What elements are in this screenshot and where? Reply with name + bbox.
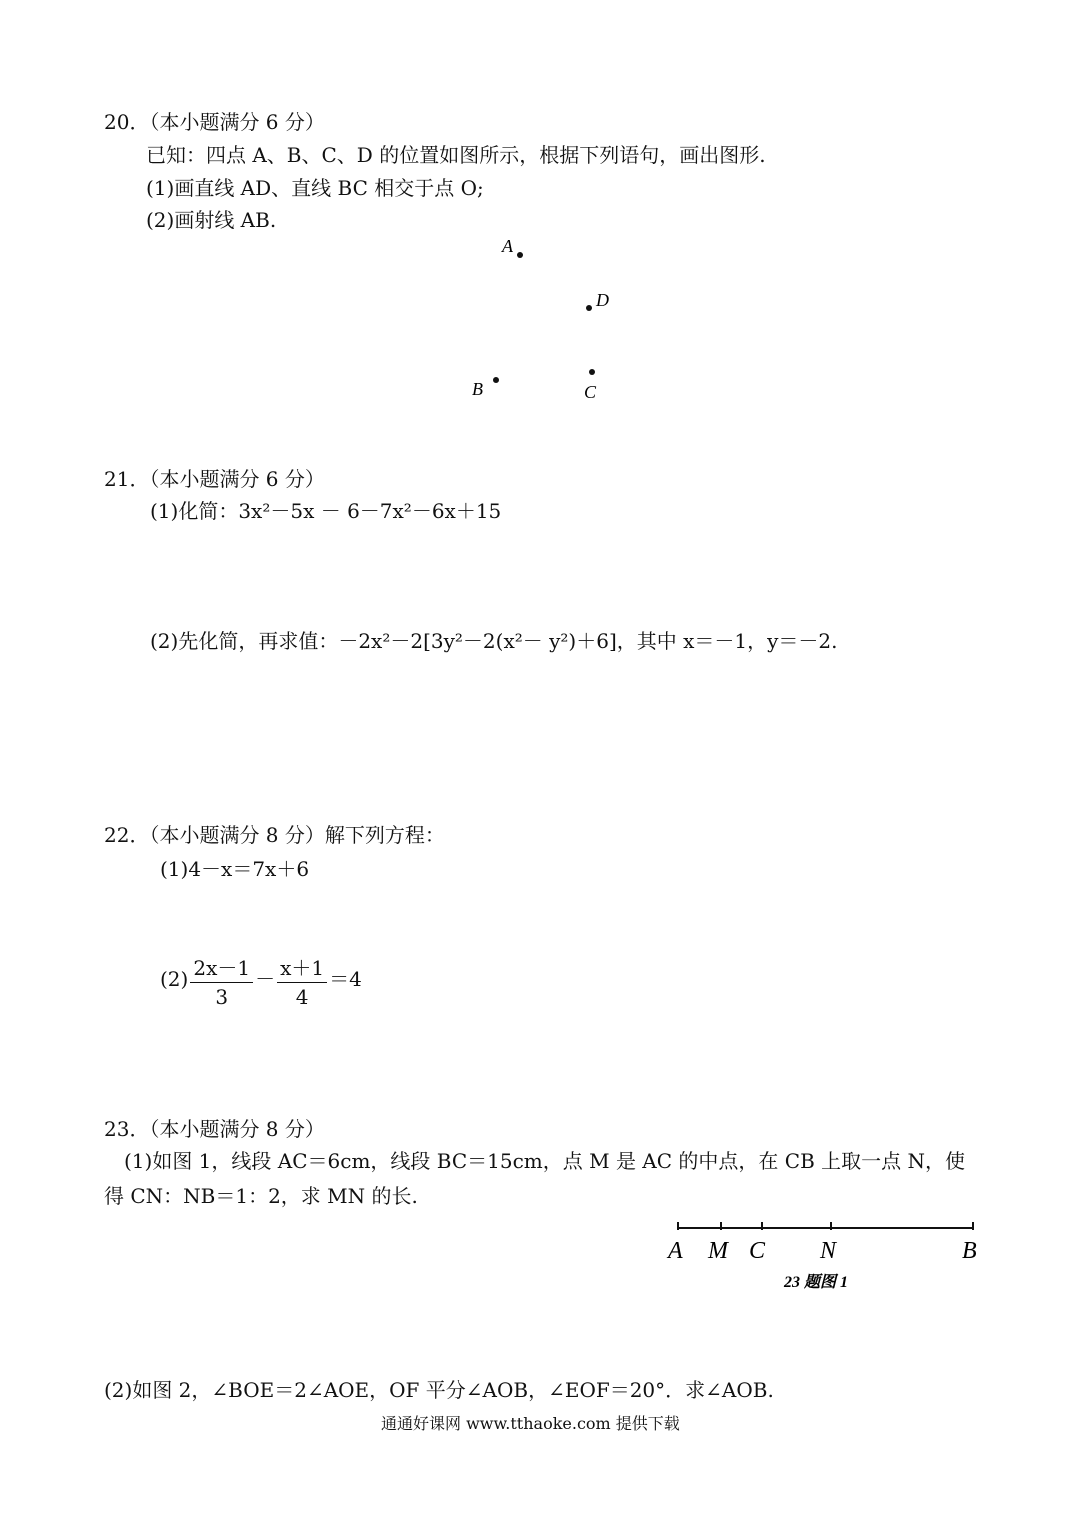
equation-rhs: ＝4: [329, 967, 362, 991]
q22-item-1: (1)4－x＝7x＋6: [160, 857, 310, 881]
point-b-dot: [493, 377, 499, 383]
fraction-2-numerator: x＋1: [277, 952, 327, 983]
fraction-2-denominator: 4: [295, 985, 309, 1009]
fraction-1: [190, 952, 253, 1009]
point-d-label: D: [596, 290, 609, 310]
segment-label-n: N: [820, 1238, 837, 1264]
figure-caption: 23 题图 1: [784, 1274, 849, 1291]
segment-label-b: B: [962, 1238, 977, 1264]
point-a-dot: [517, 252, 523, 258]
q22-item-2-prefix: (2): [160, 967, 189, 991]
q20-item-2: (2)画射线 AB.: [146, 208, 277, 232]
q22-item-2: [160, 952, 362, 1009]
q20-heading: 20．（本小题满分 6 分）: [104, 110, 325, 134]
point-a-label: A: [502, 236, 513, 256]
q20-points-figure: [440, 228, 680, 418]
point-d-dot: [586, 305, 592, 311]
q23-item-1-line-2: 得 CN：NB＝1：2，求 MN 的长.: [104, 1184, 418, 1208]
fraction-1-numerator: 2x－1: [190, 952, 253, 983]
q23-item-1-line-1: (1)如图 1，线段 AC＝6cm，线段 BC＝15cm，点 M 是 AC 的中点，在 CB 上取一点 N，使: [124, 1149, 965, 1173]
q20-item-1: (1)画直线 AD、直线 BC 相交于点 O;: [146, 176, 484, 200]
page-footer: 通通好课网 www.tthaoke.com 提供下载: [381, 1414, 680, 1433]
segment-label-m: M: [708, 1238, 728, 1264]
point-c-dot: [589, 369, 595, 375]
q21-heading: 21．（本小题满分 6 分）: [104, 467, 325, 491]
q21-item-1: (1)化简：3x²－5x － 6－7x²－6x＋15: [150, 499, 502, 523]
point-b-label: B: [472, 379, 483, 399]
q23-heading: 23．（本小题满分 8 分）: [104, 1117, 325, 1141]
segment-figure-1: [660, 1216, 990, 1300]
q22-heading: 22．（本小题满分 8 分）解下列方程：: [104, 823, 445, 847]
q20-intro: 已知：四点 A、B、C、D 的位置如图所示，根据下列语句，画出图形.: [146, 143, 766, 167]
segment-label-a: A: [668, 1238, 683, 1264]
point-c-label: C: [584, 382, 597, 402]
fraction-1-denominator: 3: [215, 985, 229, 1009]
minus-sign: －: [255, 967, 276, 991]
fraction-2: [277, 952, 327, 1009]
q23-item-2: (2)如图 2，∠BOE＝2∠AOE，OF 平分∠AOB，∠EOF＝20°．求∠AOB.: [104, 1378, 774, 1402]
segment-label-c: C: [749, 1238, 766, 1264]
q21-item-2: (2)先化简，再求值：－2x²－2[3y²－2(x²－ y²)＋6]，其中 x＝－1，y＝－2.: [150, 629, 838, 653]
